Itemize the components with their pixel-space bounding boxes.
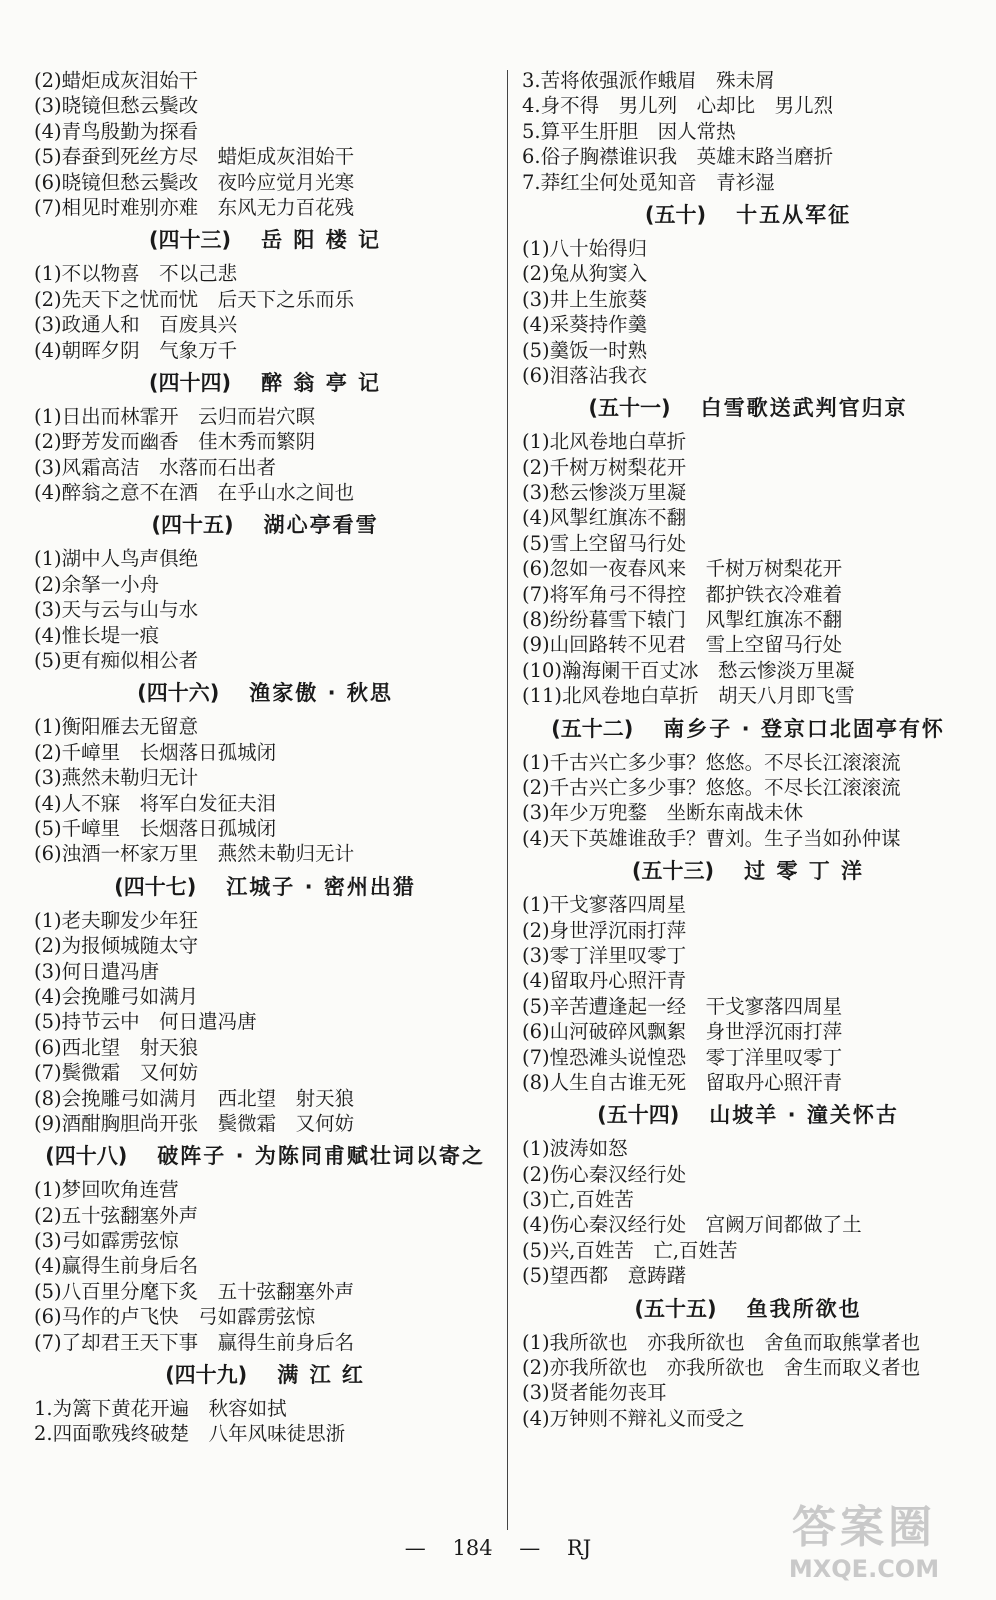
section-title: 破阵子 · 为陈同甫赋壮词以寄之 bbox=[157, 1144, 485, 1169]
answer-line: (7)将军角弓不得控 都护铁衣冷难着 bbox=[522, 582, 843, 606]
answer-line: (7)鬓微霜 又何妨 bbox=[34, 1061, 199, 1085]
answer-line: 2.四面歌残终破楚 八年风味徒思浙 bbox=[34, 1422, 346, 1446]
answer-line: (6)泪落沾我衣 bbox=[522, 363, 648, 387]
edition-label: RJ bbox=[566, 1536, 592, 1560]
answer-line: (4)万钟则不辩礼义而受之 bbox=[522, 1406, 745, 1430]
answer-line: (7)了却君王天下事 赢得生前身后名 bbox=[34, 1330, 355, 1354]
answer-line: (4)伤心秦汉经行处 宫阙万间都做了土 bbox=[522, 1213, 862, 1237]
answer-line: (5)望西都 意踌躇 bbox=[522, 1264, 687, 1288]
answer-line: (5)春蚕到死丝方尽 蜡炬成灰泪始干 bbox=[34, 145, 355, 169]
section-title: 湖心亭看雪 bbox=[263, 513, 379, 538]
section-number: (四十四) bbox=[148, 370, 232, 395]
answer-line: (5)兴,百姓苦 亡,百姓苦 bbox=[522, 1238, 738, 1262]
answer-line: 1.为篱下黄花开遍 秋容如拭 bbox=[34, 1397, 287, 1421]
right-column bbox=[522, 68, 974, 1431]
answer-line: (3)年少万兜鍪 坐断东南战未休 bbox=[522, 801, 804, 825]
answer-line: (6)忽如一夜春风来 千树万树梨花开 bbox=[522, 557, 843, 581]
answer-line: (3)亡,百姓苦 bbox=[522, 1188, 634, 1212]
section-number: (五十) bbox=[644, 202, 707, 227]
section-title: 白雪歌送武判官归京 bbox=[700, 396, 908, 421]
answer-line: (2)余拏一小舟 bbox=[34, 572, 160, 596]
section-number: (四十八) bbox=[45, 1144, 128, 1169]
answer-line: (1)湖中人鸟声俱绝 bbox=[34, 547, 199, 571]
section-heading bbox=[34, 220, 496, 261]
answer-line: (3)贤者能勿丧耳 bbox=[522, 1381, 667, 1405]
answer-line: (5)八百里分麾下炙 五十弦翻塞外声 bbox=[34, 1279, 355, 1303]
answer-line: (4)会挽雕弓如满月 bbox=[34, 984, 199, 1008]
answer-line: (1)日出而林霏开 云归而岩穴暝 bbox=[34, 404, 316, 428]
answer-line: (3)晓镜但愁云鬓改 bbox=[34, 94, 199, 118]
watermark-logo-text: 答案圈 bbox=[792, 1502, 936, 1553]
answer-line: (5)羹饭一时熟 bbox=[522, 338, 648, 362]
answer-line: (5)持节云中 何日遣冯唐 bbox=[34, 1010, 257, 1034]
answer-line: (4)醉翁之意不在酒 在乎山水之间也 bbox=[34, 481, 355, 505]
answer-line: (2)伤心秦汉经行处 bbox=[522, 1162, 687, 1186]
answer-line: (3)天与云与山与水 bbox=[34, 598, 199, 622]
answer-line: (1)波涛如怒 bbox=[522, 1137, 628, 1161]
answer-line: (6)西北望 射天狼 bbox=[34, 1035, 199, 1059]
answer-line: (1)干戈寥落四周星 bbox=[522, 893, 687, 917]
answer-line: (3)政通人和 百废具兴 bbox=[34, 313, 238, 337]
section-number: (四十五) bbox=[151, 513, 234, 538]
answer-line: 4.身不得 男儿列 心却比 男儿烈 bbox=[522, 94, 834, 118]
section-number: (四十九) bbox=[165, 1363, 248, 1388]
answer-line: (3)燕然未勒归无计 bbox=[34, 766, 199, 790]
answer-line: (8)会挽雕弓如满月 西北望 射天狼 bbox=[34, 1086, 355, 1110]
answer-line: (2)千嶂里 长烟落日孤城闭 bbox=[34, 740, 277, 764]
answer-line: (10)瀚海阑干百丈冰 愁云惨淡万里凝 bbox=[522, 658, 855, 682]
section-number: (五十四) bbox=[597, 1103, 680, 1128]
section-heading bbox=[34, 1355, 496, 1396]
answer-line: (2)千古兴亡多少事？悠悠。不尽长江滚滚流 bbox=[522, 775, 901, 799]
answer-line: (4)青鸟殷勤为探看 bbox=[34, 119, 199, 143]
section-heading bbox=[34, 867, 496, 908]
footer-dash-left: — bbox=[404, 1536, 426, 1560]
answer-line: (11)北风卷地白草折 胡天八月即飞雪 bbox=[522, 684, 855, 708]
answer-line: (8)人生自古谁无死 留取丹心照汗青 bbox=[522, 1070, 843, 1094]
answer-line: (4)采葵持作羹 bbox=[522, 313, 648, 337]
section-number: (五十五) bbox=[634, 1296, 717, 1321]
answer-line: (9)山回路转不见君 雪上空留马行处 bbox=[522, 633, 843, 657]
answer-line: (5)雪上空留马行处 bbox=[522, 531, 687, 555]
answer-line: (7)相见时难别亦难 东风无力百花残 bbox=[34, 195, 355, 219]
answer-line: (4)赢得生前身后名 bbox=[34, 1254, 199, 1278]
answer-line: (2)蜡炬成灰泪始干 bbox=[34, 69, 199, 92]
answer-line: (3)愁云惨淡万里凝 bbox=[522, 481, 687, 505]
section-number: (四十三) bbox=[148, 228, 232, 253]
answer-line: (4)留取丹心照汗青 bbox=[522, 969, 687, 993]
answer-line: (1)北风卷地白草折 bbox=[522, 430, 687, 454]
left-column bbox=[34, 68, 496, 1447]
answer-line: 5.算平生肝胆 因人常热 bbox=[522, 119, 736, 143]
section-heading bbox=[34, 673, 496, 714]
section-title: 江城子 · 密州出猎 bbox=[226, 874, 416, 899]
section-title: 岳 阳 楼 记 bbox=[261, 228, 382, 253]
answer-line: (3)井上生旅葵 bbox=[522, 287, 648, 311]
answer-line: (4)惟长堤一痕 bbox=[34, 623, 160, 647]
section-heading bbox=[522, 195, 974, 236]
section-number: (五十二) bbox=[551, 716, 634, 741]
section-heading bbox=[34, 363, 496, 404]
answer-line: 7.莽红尘何处觅知音 青衫湿 bbox=[522, 170, 775, 194]
section-number: (五十一) bbox=[588, 396, 671, 421]
answer-line: (4)风掣红旗冻不翻 bbox=[522, 506, 687, 530]
section-number: (五十三) bbox=[631, 859, 715, 884]
section-heading bbox=[522, 851, 974, 892]
answer-line: (3)何日遣冯唐 bbox=[34, 959, 160, 983]
answer-line: (1)老夫聊发少年狂 bbox=[34, 908, 199, 932]
watermark-logo bbox=[750, 1502, 978, 1590]
answer-line: (4)人不寐 将军白发征夫泪 bbox=[34, 791, 277, 815]
answer-line: (2)为报倾城随太守 bbox=[34, 934, 199, 958]
answer-line: (3)弓如霹雳弦惊 bbox=[34, 1229, 179, 1253]
section-title: 满 江 红 bbox=[277, 1363, 365, 1388]
answer-line: (2)千树万树梨花开 bbox=[522, 455, 687, 479]
answer-line: (6)晓镜但愁云鬓改 夜吟应觉月光寒 bbox=[34, 170, 355, 194]
answer-line: (5)千嶂里 长烟落日孤城闭 bbox=[34, 816, 277, 840]
answer-line: 3.苦将侬强派作蛾眉 殊未屑 bbox=[522, 69, 775, 92]
answer-line: (7)惶恐滩头说惶恐 零丁洋里叹零丁 bbox=[522, 1045, 843, 1069]
section-heading bbox=[34, 505, 496, 546]
answer-line: (2)先天下之忧而忧 后天下之乐而乐 bbox=[34, 287, 355, 311]
answer-line: (6)浊酒一杯家万里 燕然未勒归无计 bbox=[34, 842, 355, 866]
answer-line: (2)野芳发而幽香 佳木秀而繁阴 bbox=[34, 430, 316, 454]
section-heading bbox=[522, 709, 974, 750]
answer-line: (6)山河破碎风飘絮 身世浮沉雨打萍 bbox=[522, 1020, 843, 1044]
answer-line: (1)我所欲也 亦我所欲也 舍鱼而取熊掌者也 bbox=[522, 1330, 921, 1354]
section-title: 十五从军征 bbox=[736, 202, 852, 227]
section-heading bbox=[522, 388, 974, 429]
section-title: 渔家傲 · 秋思 bbox=[249, 681, 393, 706]
section-title: 过 零 丁 洋 bbox=[744, 859, 865, 884]
section-number: (四十七) bbox=[114, 874, 197, 899]
page-number: 184 bbox=[452, 1536, 493, 1560]
answer-line: (1)衡阳雁去无留意 bbox=[34, 715, 199, 739]
answer-line: (9)酒酣胸胆尚开张 鬓微霜 又何妨 bbox=[34, 1111, 355, 1135]
answer-line: (2)五十弦翻塞外声 bbox=[34, 1203, 199, 1227]
answer-line: (1)八十始得归 bbox=[522, 236, 648, 260]
answer-line: (2)兔从狗窦入 bbox=[522, 262, 648, 286]
section-title: 山坡羊 · 潼关怀古 bbox=[709, 1103, 899, 1128]
section-heading bbox=[522, 1095, 974, 1136]
answer-line: (2)身世浮沉雨打萍 bbox=[522, 918, 687, 942]
section-heading bbox=[34, 1136, 496, 1177]
column-divider bbox=[507, 70, 508, 1530]
answer-line: (3)零丁洋里叹零丁 bbox=[522, 943, 687, 967]
answer-line: 6.俗子胸襟谁识我 英雄末路当磨折 bbox=[522, 145, 834, 169]
section-heading bbox=[522, 1289, 974, 1330]
answer-line: (4)朝晖夕阴 气象万千 bbox=[34, 338, 238, 362]
section-title: 醉 翁 亭 记 bbox=[261, 370, 382, 395]
answer-line: (6)马作的卢飞快 弓如霹雳弦惊 bbox=[34, 1305, 316, 1329]
watermark-url: MXQE.COM bbox=[788, 1555, 940, 1583]
answer-line: (3)风霜高洁 水落而石出者 bbox=[34, 455, 277, 479]
section-title: 鱼我所欲也 bbox=[746, 1296, 862, 1321]
answer-line: (8)纷纷暮雪下辕门 风掣红旗冻不翻 bbox=[522, 608, 843, 632]
answer-line: (4)天下英雄谁敌手？曹刘。生子当如孙仲谋 bbox=[522, 826, 901, 850]
section-number: (四十六) bbox=[137, 681, 220, 706]
answer-line: (1)梦回吹角连营 bbox=[34, 1178, 179, 1202]
answer-line: (2)亦我所欲也 亦我所欲也 舍生而取义者也 bbox=[522, 1356, 921, 1380]
section-title: 南乡子 · 登京口北固亭有怀 bbox=[663, 716, 945, 741]
answer-line: (1)千古兴亡多少事？悠悠。不尽长江滚滚流 bbox=[522, 750, 901, 774]
answer-line: (5)辛苦遭逢起一经 干戈寥落四周星 bbox=[522, 994, 843, 1018]
footer-dash-right: — bbox=[519, 1536, 541, 1560]
answer-line: (1)不以物喜 不以己悲 bbox=[34, 262, 238, 286]
answer-line: (5)更有痴似相公者 bbox=[34, 649, 199, 673]
